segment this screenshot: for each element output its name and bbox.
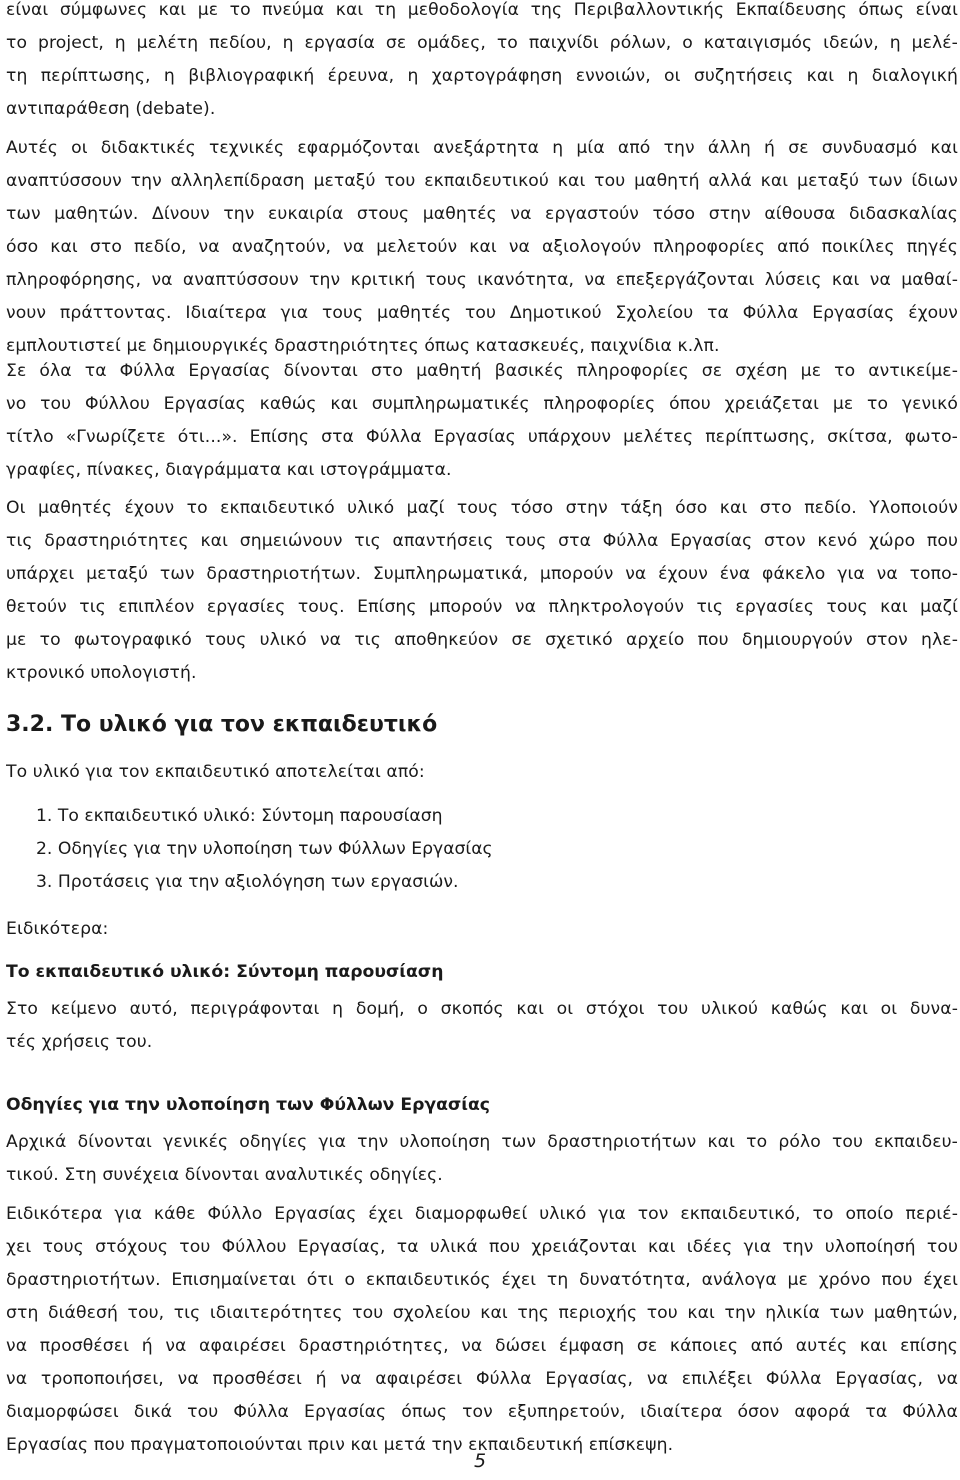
text-line: στη διάθεσή του, τις ιδιαιτερότητες του σχολείου και της περιοχής του και την ηλικία των μαθητών, (6, 1303, 958, 1323)
text-line: είναι σύμφωνες και με το πνεύμα και τη μεθοδολογία της Περιβαλλοντικής Εκπαίδευσης όπως είναι (6, 0, 958, 20)
subheading-short-presentation: Το εκπαιδευτικό υλικό: Σύντομη παρουσίαση (6, 962, 444, 982)
text-line: θετούν τις επιπλέον εργασίες τους. Επίσης μπορούν να πληκτρολογούν τις εργασίες τους και μαζί (6, 597, 958, 617)
text-line: Εργασίας που πραγματοποιούνται πριν και μετά την εκπαιδευτική επίσκεψη. (6, 1435, 674, 1455)
section-heading-3-2: 3.2. Το υλικό για τον εκπαιδευτικό (6, 712, 438, 737)
intro-text (6, 756, 958, 789)
text-line: νουν πράττοντας. Ιδιαίτερα για τους μαθητές του Δημοτικού Σχολείου τα Φύλλα Εργασίας έχουν (6, 303, 958, 323)
page-number: 5 (473, 1450, 487, 1472)
text-line: όσο και στο πεδίο, να αναζητούν, να μελετούν και να αξιολογούν πληροφορίες από ποικίλες πηγές (6, 237, 958, 257)
text-line: Ειδικότερα για κάθε Φύλλο Εργασίας έχει διαμορφωθεί υλικό για τον εκπαιδευτικό, το οποίο περιέ- (6, 1204, 958, 1224)
text-line: τη περίπτωσης, η βιβλιογραφική έρευνα, η χαρτογράφηση εννοιών, οι συζητήσεις και η διαλογική (6, 66, 958, 86)
text-line: των μαθητών. Δίνουν την ευκαιρία στους μαθητές να εργαστούν τόσο στην αίθουσα διδασκαλίας (6, 204, 958, 224)
paragraph-techniques (6, 0, 958, 126)
text-line: Σε όλα τα Φύλλα Εργασίας δίνονται στο μαθητή βασικές πληροφορίες σε σχέση με το αντικείμε- (6, 361, 958, 381)
text-line: εμπλουτιστεί με δημιουργικές δραστηριότητες όπως κατασκευές, παιχνίδια κ.λπ. (6, 336, 720, 356)
list-item: 1. Το εκπαιδευτικό υλικό: Σύντομη παρουσίαση (36, 806, 443, 826)
text-line: Ειδικότερα: (6, 919, 109, 939)
paragraph-worksheet-instructions (6, 1126, 958, 1192)
text-line: τικού. Στη συνέχεια δίνονται αναλυτικές οδηγίες. (6, 1165, 443, 1185)
paragraph-teaching-methods (6, 132, 958, 363)
subheading-worksheet-instructions: Οδηγίες για την υλοποίηση των Φύλλων Εργασίας (6, 1095, 490, 1115)
text-line: να τροποποιήσει, να προσθέσει ή να αφαιρέσει Φύλλα Εργασίας, να επιλέξει Φύλλα Εργασίας, να (6, 1369, 958, 1389)
text-line: χει τους στόχους του Φύλλου Εργασίας, τα υλικά που χρειάζονται και ιδέες για την υλοποίησή του (6, 1237, 958, 1257)
text-line: κτρονικό υπολογιστή. (6, 663, 197, 683)
text-line: δραστηριοτήτων. Επισημαίνεται ότι ο εκπαιδευτικός έχει τη δυνατότητα, ανάλογα με χρόνο που έχει (6, 1270, 958, 1290)
paragraph-short-presentation (6, 993, 958, 1059)
text-line: υπάρχει μεταξύ των δραστηριοτήτων. Συμπληρωματικά, μπορούν να έχουν ένα φάκελο για να τοπο- (6, 564, 958, 584)
text-line: Οι μαθητές έχουν το εκπαιδευτικό υλικό μαζί τους τόσο στην τάξη όσο και στο πεδίο. Υλοποιούν (6, 498, 958, 518)
text-line: να προσθέσει ή να αφαιρέσει δραστηριότητες, να δώσει έμφαση σε κάποιες από αυτές και επίσης (6, 1336, 958, 1356)
text-line: διαμορφώσει δικά του Φύλλα Εργασίας όπως τον εξυπηρετούν, ιδιαίτερα όσον αφορά τα Φύλλα (6, 1402, 958, 1422)
text-line: το project, η μελέτη πεδίου, η εργασία σε ομάδες, το παιχνίδι ρόλων, ο καταιγισμός ιδεών, η μελέ- (6, 33, 958, 53)
list-item: 2. Οδηγίες για την υλοποίηση των Φύλλων Εργασίας (36, 839, 493, 859)
text-line: γραφίες, πίνακες, διαγράμματα και ιστογράμματα. (6, 460, 452, 480)
text-line: με το φωτογραφικό τους υλικό να τις αποθηκεύον σε σχετικό αρχείο που δημιουργούν στον ηλε- (6, 630, 958, 650)
paragraph-student-material (6, 492, 958, 690)
text-line: τις δραστηριότητες και σημειώνουν τις απαντήσεις τους στα Φύλλα Εργασίας στον κενό χώρο που (6, 531, 958, 551)
text-line: νο του Φύλλου Εργασίας καθώς και συμπληρωματικές πληροφορίες όπου χρειάζεται με το γενικό (6, 394, 958, 414)
list-item: 3. Προτάσεις για την αξιολόγηση των εργασιών. (36, 872, 459, 892)
text-line: Το υλικό για τον εκπαιδευτικό αποτελείται από: (6, 762, 425, 782)
text-line: τές χρήσεις του. (6, 1032, 153, 1052)
material-list (36, 800, 493, 899)
text-line: Στο κείμενο αυτό, περιγράφονται η δομή, ο σκοπός και οι στόχοι του υλικού καθώς και οι δυνα- (6, 999, 958, 1019)
text-line: Αρχικά δίνονται γενικές οδηγίες για την υλοποίηση των δραστηριοτήτων και το ρόλο του εκπαιδευ- (6, 1132, 958, 1152)
specifically-label (6, 913, 958, 946)
text-line: αντιπαράθεση (debate). (6, 99, 216, 119)
text-line: Αυτές οι διδακτικές τεχνικές εφαρμόζονται ανεξάρτητα η μία από την άλλη ή σε συνδυασμό και (6, 138, 958, 158)
paragraph-teacher-material (6, 1198, 958, 1462)
text-line: πληροφόρησης, να αναπτύσσουν την κριτική τους ικανότητα, να επεξεργάζονται λύσεις και να μαθαί- (6, 270, 958, 290)
text-line: τίτλο «Γνωρίζετε ότι...». Επίσης στα Φύλλα Εργασίας υπάρχουν μελέτες περίπτωσης, σκίτσα, φωτο- (6, 427, 958, 447)
text-line: αναπτύσσουν την αλληλεπίδραση μεταξύ του εκπαιδευτικού και του μαθητή αλλά και μεταξύ των ίδιων (6, 171, 958, 191)
paragraph-worksheets (6, 355, 958, 487)
